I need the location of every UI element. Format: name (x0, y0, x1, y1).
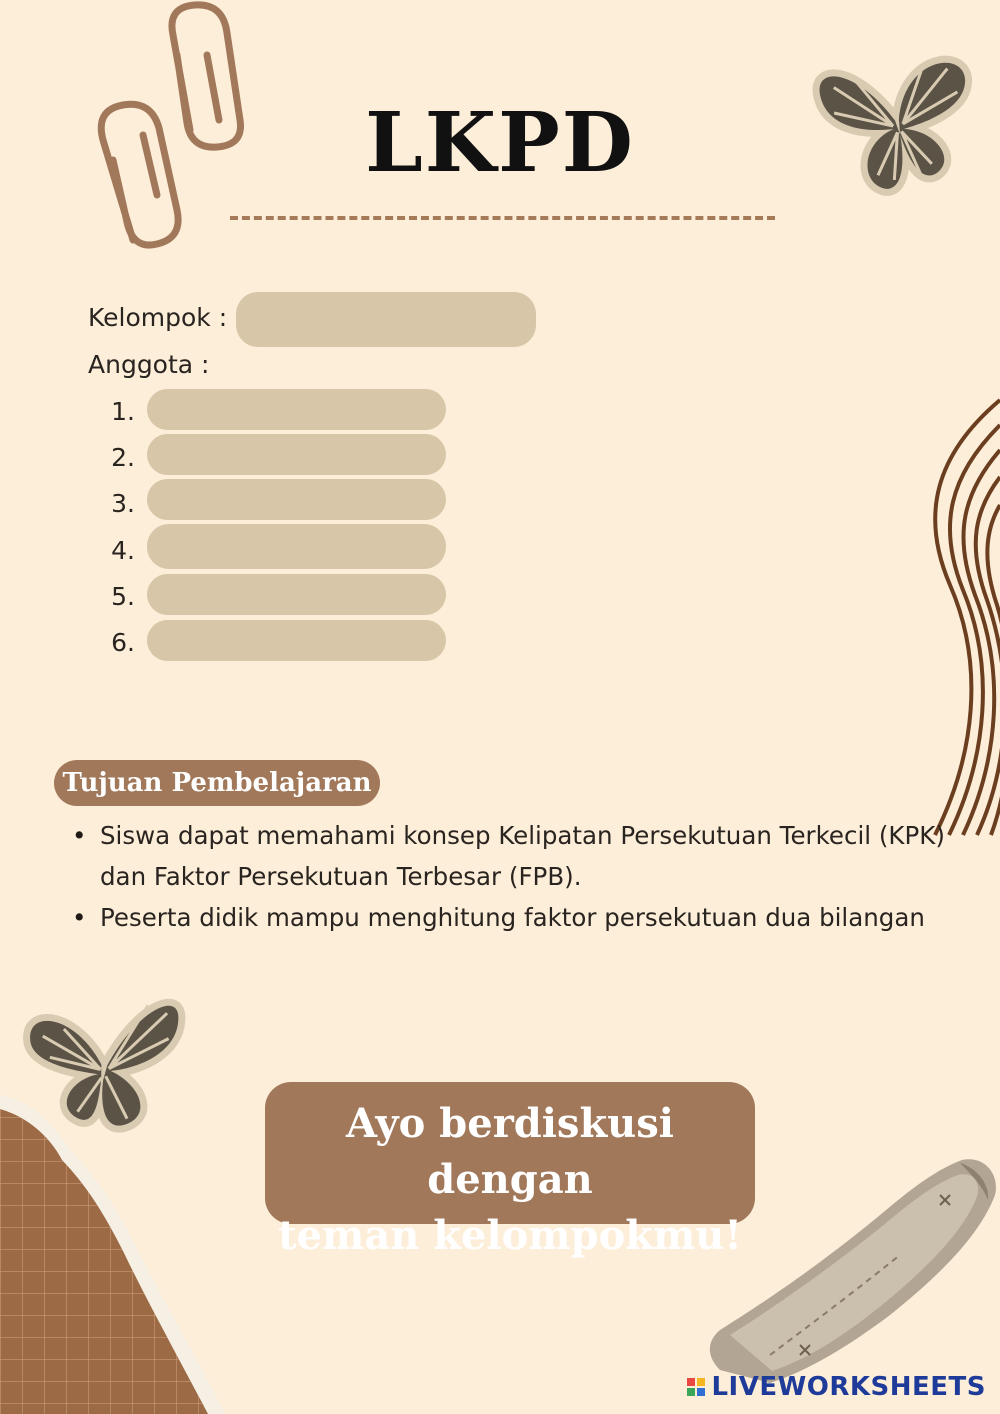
member-field-3[interactable] (147, 479, 446, 520)
group-name-field[interactable] (236, 292, 536, 347)
member-number: 4. (111, 536, 135, 565)
scroll-map (700, 1155, 1000, 1385)
brand-name: LIVEWORKSHEETS (711, 1372, 986, 1402)
member-number: 2. (111, 443, 135, 472)
discussion-line-1: Ayo berdiskusi dengan (346, 1100, 674, 1203)
torn-grid-paper (0, 1095, 225, 1414)
brand-watermark (687, 1372, 986, 1402)
member-field-2[interactable] (147, 434, 446, 475)
objectives-list (70, 815, 980, 938)
page-title: LKPD (365, 95, 635, 191)
member-number: 6. (111, 628, 135, 657)
brand-logo-icon (687, 1378, 705, 1396)
discussion-banner (265, 1082, 755, 1259)
members-label: Anggota : (88, 350, 210, 379)
list-item: • Peserta didik mampu menghitung faktor persekutuan dua bilangan (100, 897, 980, 938)
member-field-6[interactable] (147, 620, 446, 661)
member-number: 1. (111, 397, 135, 426)
butterfly-icon (808, 40, 988, 210)
member-field-5[interactable] (147, 574, 446, 615)
member-field-1[interactable] (147, 389, 446, 430)
group-label: Kelompok : (88, 303, 228, 332)
objectives-heading: Tujuan Pembelajaran (54, 760, 380, 806)
wavy-lines (915, 395, 1000, 840)
title-divider (230, 216, 775, 220)
list-item: • Siswa dapat memahami konsep Kelipatan Persekutuan Terkecil (KPK) dan Faktor Persekutuan Terbesar (FPB). (100, 815, 980, 897)
member-field-4[interactable] (147, 524, 446, 569)
member-number: 3. (111, 489, 135, 518)
discussion-line-2: teman kelompokmu! (278, 1212, 742, 1259)
butterfly-icon (10, 980, 200, 1140)
member-number: 5. (111, 582, 135, 611)
